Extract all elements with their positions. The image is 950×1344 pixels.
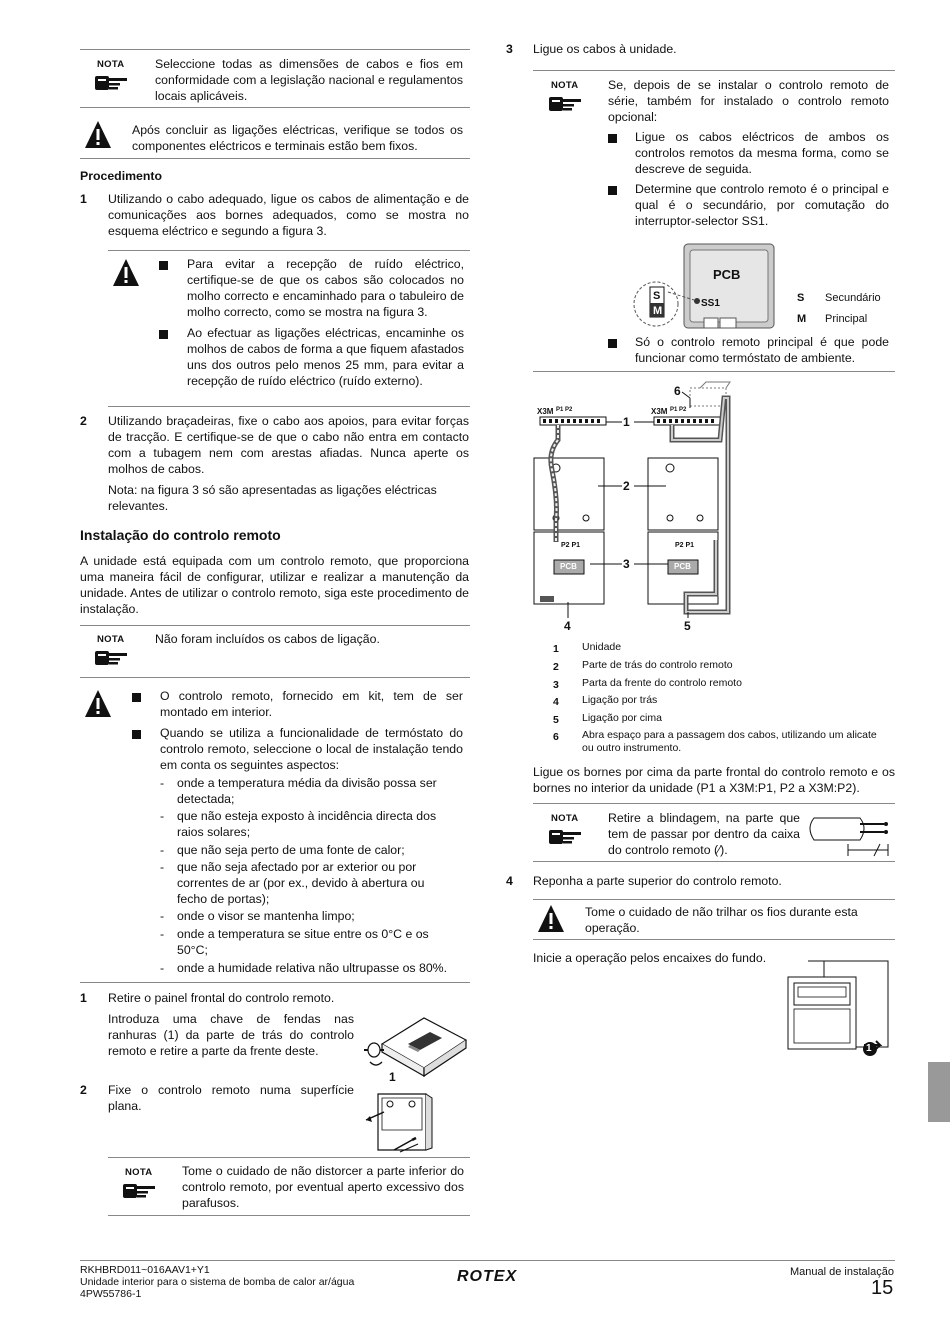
connect-text: Ligue os bornes por cima da parte frontal do controlo remoto e os bornes no interior da unidade (P1 a X3M:P1, P2 a X3M:P2).	[533, 765, 895, 795]
rule	[80, 107, 470, 108]
side-tab	[928, 1062, 950, 1122]
legend-number: 3	[553, 679, 559, 691]
bullet	[608, 339, 617, 348]
bullet	[132, 693, 141, 702]
remote-removal-figure	[362, 1010, 470, 1084]
dash: -	[160, 860, 165, 874]
figure-label: 1	[866, 1043, 872, 1054]
warning-icon	[537, 904, 565, 934]
nota-bullet: Só o controlo remoto principal é que pode funcionar como termóstato de ambiente.	[635, 335, 889, 365]
rule	[533, 371, 895, 372]
pcb-label: PCB	[674, 562, 691, 571]
rule	[108, 406, 470, 407]
callout: 5	[684, 619, 691, 633]
final-text: Inicie a operação pelos encaixes do fundo.	[533, 951, 767, 965]
nota-label: NOTA	[551, 80, 579, 91]
legend-key: S	[797, 292, 805, 304]
nota-text: Não foram incluídos os cabos de ligação.	[155, 632, 380, 646]
rule	[533, 899, 895, 900]
legend-number: 1	[553, 643, 559, 655]
legend-number: 4	[553, 696, 559, 708]
nota-bullet: Ligue os cabos eléctricos de ambos os controlos remotos da mesma forma, como se descreve de seguida.	[635, 130, 889, 176]
bullet	[159, 261, 168, 270]
rule	[80, 625, 470, 626]
terminal-label: P1 P2	[556, 407, 573, 413]
section-title: Instalação do controlo remoto	[80, 527, 281, 543]
step-text: Fixe o controlo remoto numa superfície plana.	[108, 1083, 354, 1113]
legend-number: 6	[553, 731, 559, 743]
rule	[108, 250, 470, 251]
dash-item: onde a humidade relativa não ultrupasse os 80%.	[177, 961, 448, 975]
nota-text: Retire a blindagem, na parte que tem de passar por dentro da caixa do controlo remoto (⁄).	[608, 811, 800, 857]
bullet	[608, 134, 617, 143]
legend-value: Secundário	[825, 292, 881, 304]
page-number: 15	[871, 1277, 894, 1299]
nota-label: NOTA	[97, 634, 125, 645]
nota-label: NOTA	[125, 1167, 153, 1178]
rule	[533, 70, 895, 71]
callout: 3	[623, 557, 630, 571]
footer-rule	[80, 1260, 895, 1261]
dash: -	[160, 843, 165, 857]
step-text: Reponha a parte superior do controlo remoto.	[533, 874, 782, 888]
pointing-hand-icon	[548, 94, 582, 114]
bullet	[159, 330, 168, 339]
dash: -	[160, 927, 165, 941]
manual-title: Manual de instalação	[790, 1266, 894, 1278]
doc-subtitle: Unidade interior para o sistema de bomba de calor ar/água	[80, 1276, 355, 1288]
step-number: 2	[80, 414, 87, 428]
dash: -	[160, 961, 165, 975]
reassembly-figure	[784, 955, 896, 1059]
wiring-figure	[530, 380, 760, 636]
legend-number: 2	[553, 661, 559, 673]
nota-text: Se, depois de se instalar o controlo remoto de série, também for instalado o controlo remoto opcional:	[608, 78, 889, 124]
legend-value: Principal	[825, 313, 868, 325]
warning-bullet: O controlo remoto, fornecido em kit, tem de ser montado em interior.	[160, 689, 463, 719]
switch-m-label: M	[653, 305, 663, 317]
pointing-hand-icon	[94, 648, 128, 668]
intro-text: A unidade está equipada com um controlo remoto, que proporciona uma maneira fácil de configurar, utilizar e realizar a manutenção da unidade. Antes de utilizar o controlo remoto, siga este procedimento de instalação.	[80, 554, 469, 616]
callout: 2	[623, 479, 630, 493]
step-number: 4	[506, 874, 513, 888]
dash-item: que não esteja exposto à incidência directa dos raios solares;	[177, 809, 437, 839]
pcb-label: PCB	[713, 267, 741, 282]
procedure-heading: Procedimento	[80, 169, 162, 183]
pcb-label: PCB	[560, 562, 577, 571]
legend-text: Ligação por cima	[582, 712, 662, 724]
step-number: 2	[80, 1083, 87, 1097]
legend-text: Parta da frente do controlo remoto	[582, 677, 742, 689]
rule	[80, 982, 470, 983]
terminal-label: P2 P1	[675, 542, 695, 549]
step-number: 1	[80, 192, 87, 206]
cable-shield-figure	[808, 810, 896, 858]
x3m-label: X3M	[537, 407, 554, 416]
warning-text: Tome o cuidado de não trilhar os fios durante esta operação.	[585, 905, 858, 935]
rule	[108, 1157, 470, 1158]
nota-text: Seleccione todas as dimensões de cabos e fios em conformidade com a legislação nacional e regulamentos locais aplicáveis.	[155, 57, 463, 103]
callout: 4	[564, 619, 571, 633]
rotex-logo: ROTEX	[457, 1268, 518, 1285]
step-title: Retire o painel frontal do controlo remoto.	[108, 991, 335, 1005]
legend-text: Ligação por trás	[582, 694, 658, 706]
callout: 1	[623, 415, 630, 429]
dash-item: onde a temperatura se situe entre os 0°C e os 50°C;	[177, 927, 429, 957]
pointing-hand-icon	[122, 1181, 156, 1201]
callout: 6	[674, 384, 681, 398]
legend-text: Parte de trás do controlo remoto	[582, 659, 733, 671]
rule	[80, 158, 470, 159]
warning-text: Após concluir as ligações eléctricas, verifique se todos os componentes eléctricos e terminais estão bem fixos.	[132, 123, 463, 153]
rule	[108, 1215, 470, 1216]
dash: -	[160, 909, 165, 923]
legend-text: Abra espaço para a passagem dos cabos, utilizando um alicate ou outro instrumento.	[582, 729, 877, 754]
legend-number: 5	[553, 714, 559, 726]
terminal-label: P1 P2	[670, 407, 687, 413]
step-text: Utilizando braçadeiras, fixe o cabo aos apoios, para evitar forças de tracção. E certifique-se de que o cabo não entra em contacto com a tubagem nem com arestas afiadas. Nunca aperte os molhos de cabos.	[108, 414, 469, 476]
dash: -	[160, 809, 165, 823]
rule	[533, 939, 895, 940]
warning-bullet: Ao efectuar as ligações eléctricas, encaminhe os molhos de cabos de forma a que fiquem afastados uns dos outros pelo menos 25 mm, para evitar a recepção de ruído eléctrico (ruído externo).	[187, 326, 464, 388]
step-text: Ligue os cabos à unidade.	[533, 42, 677, 56]
legend-key: M	[797, 313, 807, 325]
warning-bullet: Quando se utiliza a funcionalidade de termóstato do controlo remoto, seleccione o local de instalação tendo em conta os seguintes aspectos:	[160, 726, 463, 772]
step-note: Nota: na figura 3 só são apresentadas as ligações eléctricas relevantes.	[108, 483, 437, 513]
terminal-label: P2 P1	[561, 542, 581, 549]
nota-label: NOTA	[551, 813, 579, 824]
step-number: 3	[506, 42, 513, 56]
rule	[533, 861, 895, 862]
dash-item: que não seja perto de uma fonte de calor;	[177, 843, 405, 857]
nota-bullet: Determine que controlo remoto é o principal e qual é o secundário, por comutação do interruptor-selector SS1.	[635, 182, 889, 228]
rule	[80, 49, 470, 50]
warning-icon	[112, 258, 140, 288]
legend-text: Unidade	[582, 641, 622, 653]
back-plate-figure	[364, 1090, 470, 1154]
doc-number: 4PW55786-1	[80, 1288, 142, 1300]
rule	[80, 677, 470, 678]
warning-bullet: Para evitar a recepção de ruído eléctrico, certifique-se de que os cabos são colocados no molho correcto e encaminhado para o tabuleiro de molho correcto, como se mostra na figura 3.	[187, 257, 464, 319]
dash-item: que não seja afectado por ar exterior ou por correntes de ar (por ex., devido à abertura ou fecho de portas);	[177, 860, 425, 906]
x3m-label: X3M	[651, 407, 668, 416]
dash: -	[160, 776, 165, 790]
switch-s-label: S	[653, 290, 661, 302]
dash-item: onde o visor se mantenha limpo;	[177, 909, 355, 923]
doc-code: RKHBRD011~016AAV1+Y1	[80, 1264, 210, 1276]
dash-item: onde a temperatura média da divisão possa ser detectada;	[177, 776, 437, 806]
pointing-hand-icon	[94, 73, 128, 93]
step-number: 1	[80, 991, 87, 1005]
bullet	[132, 730, 141, 739]
nota-text: Tome o cuidado de não distorcer a parte inferior do controlo remoto, por eventual aperto excessivo dos parafusos.	[182, 1164, 464, 1210]
ss1-label: SS1	[701, 298, 720, 309]
pointing-hand-icon	[548, 827, 582, 847]
step-text: Utilizando o cabo adequado, ligue os cabos de alimentação e de comunicações aos bornes adequados, como se mostra no esquema eléctrico e segundo a figura 3.	[108, 192, 469, 238]
rule	[533, 803, 895, 804]
nota-label: NOTA	[97, 59, 125, 70]
warning-icon	[84, 120, 112, 150]
bullet	[608, 186, 617, 195]
step-text: Introduza uma chave de fendas nas ranhuras (1) da parte de trás do controlo remoto e retire a parte da frente deste.	[108, 1012, 354, 1058]
warning-icon	[84, 689, 112, 719]
figure-label: 1	[389, 1070, 396, 1084]
